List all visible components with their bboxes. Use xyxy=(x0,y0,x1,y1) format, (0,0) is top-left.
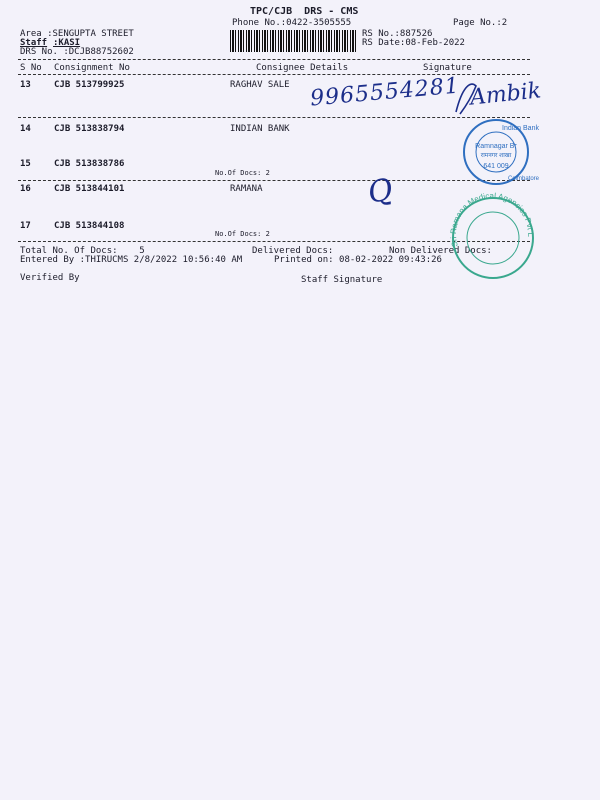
divider xyxy=(18,59,530,60)
total-docs: Total No. Of Docs: 5 xyxy=(20,246,145,256)
rs-date: RS Date:08-Feb-2022 xyxy=(362,38,465,48)
stamp-branch-hindi: रामनगर शाखा xyxy=(480,153,512,159)
row-sno: 14 xyxy=(20,124,31,134)
row-consignment: CJB 513838794 xyxy=(54,124,125,134)
row-docs-count: No.Of Docs: 2 xyxy=(215,169,270,177)
staff-value: :KASI xyxy=(53,38,81,48)
signature-stroke xyxy=(452,78,482,118)
printed-on: Printed on: 08-02-2022 09:43:26 xyxy=(274,255,442,265)
row-sno: 17 xyxy=(20,221,31,231)
page-number: Page No.:2 xyxy=(453,18,508,28)
non-delivered-docs: Non Delivered Docs: xyxy=(389,246,492,256)
bank-stamp xyxy=(458,118,540,186)
rs-number: RS No.:887526 xyxy=(362,29,433,39)
column-header-consignment: Consignment No xyxy=(54,63,130,73)
column-header-signature: Signature xyxy=(423,63,472,73)
barcode xyxy=(230,30,358,52)
agency-stamp xyxy=(445,189,538,280)
stamp-bank-name: Indian Bank xyxy=(502,125,539,132)
stamp-pin: 641 009 xyxy=(483,163,509,170)
row-consignment: CJB 513799925 xyxy=(54,80,125,90)
phone-number: Phone No.:0422-3505555 xyxy=(232,18,352,28)
row-sno: 16 xyxy=(20,184,31,194)
drs-number: DRS No. :DCJB88752602 xyxy=(20,47,134,57)
row-consignee: RAMANA xyxy=(230,184,263,194)
row-consignee: RAGHAV SALE xyxy=(230,80,290,90)
column-header-consignee: Consignee Details xyxy=(256,63,349,73)
delivered-docs: Delivered Docs: xyxy=(252,246,334,256)
row-consignee: INDIAN BANK xyxy=(230,124,290,134)
row-sno: 13 xyxy=(20,80,31,90)
entered-by: Entered By :THIRUCMS 2/8/2022 10:56:40 AM xyxy=(20,255,243,265)
divider xyxy=(18,180,530,181)
row-docs-count: No.Of Docs: 2 xyxy=(215,230,270,238)
staff-label: Staff xyxy=(20,38,48,48)
row-consignment: CJB 513838786 xyxy=(54,159,125,169)
svg-text:Sri Ramana Medical Agencies Pv xyxy=(446,189,535,248)
document-title: TPC/CJB DRS - CMS xyxy=(250,6,359,17)
handwritten-initial: Q xyxy=(365,172,396,211)
handwritten-signature: Ambik xyxy=(468,78,543,111)
area-field: Area :SENGUPTA STREET xyxy=(20,29,134,39)
stamp-city: Coimbatore xyxy=(508,176,540,182)
staff-signature-label: Staff Signature xyxy=(301,275,383,285)
stamp-branch: Ramnagar Br xyxy=(475,143,517,150)
stamp-agency-name: Sri Ramana Medical Agencies Pvt Ltd xyxy=(445,189,536,248)
verified-by: Verified By xyxy=(20,273,80,283)
handwritten-phone-number: 9965554281 xyxy=(309,73,461,112)
row-consignment: CJB 513844101 xyxy=(54,184,125,194)
column-header-sno: S No xyxy=(20,63,42,73)
row-sno: 15 xyxy=(20,159,31,169)
row-consignment: CJB 513844108 xyxy=(54,221,125,231)
